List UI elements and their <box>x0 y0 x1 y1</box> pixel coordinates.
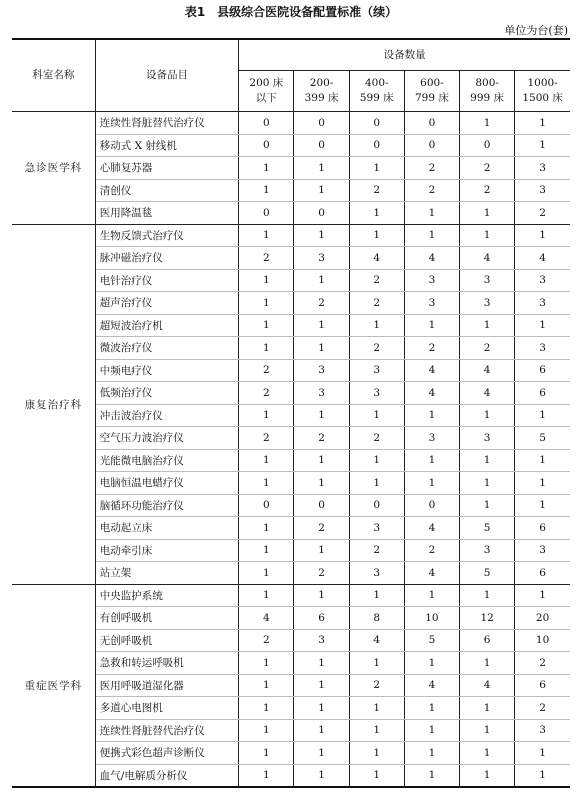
table-row <box>12 382 570 405</box>
quantity-cell: 1 <box>404 764 459 787</box>
quantity-cell: 1 <box>239 472 294 495</box>
quantity-cell: 6 <box>460 629 515 652</box>
quantity-cell: 0 <box>294 134 349 157</box>
quantity-cell: 5 <box>404 629 459 652</box>
bed-size-header: 400- 599 床 <box>349 71 404 112</box>
table-row <box>12 292 570 315</box>
equipment-name: 清创仪 <box>95 179 239 202</box>
item-header: 设备品目 <box>95 39 239 112</box>
quantity-cell: 6 <box>515 517 570 540</box>
table-row <box>12 157 570 180</box>
quantity-cell: 1 <box>239 719 294 742</box>
quantity-cell: 4 <box>460 359 515 382</box>
quantity-cell: 3 <box>460 292 515 315</box>
quantity-cell: 1 <box>239 314 294 337</box>
equipment-name: 脑循环功能治疗仪 <box>95 494 239 517</box>
quantity-cell: 1 <box>515 472 570 495</box>
quantity-cell: 2 <box>460 337 515 360</box>
quantity-cell: 1 <box>404 742 459 765</box>
equipment-name: 电动起立床 <box>95 517 239 540</box>
quantity-cell: 1 <box>294 179 349 202</box>
quantity-cell: 1 <box>460 404 515 427</box>
department-name: 重症医学科 <box>12 584 95 787</box>
quantity-cell: 1 <box>294 719 349 742</box>
quantity-cell: 1 <box>239 674 294 697</box>
table-title: 表1 县级综合医院设备配置标准（续） <box>184 5 398 19</box>
quantity-cell: 1 <box>239 742 294 765</box>
quantity-cell: 0 <box>460 134 515 157</box>
quantity-cell: 4 <box>460 674 515 697</box>
department-header: 科室名称 <box>12 39 95 112</box>
equipment-name: 移动式 X 射线机 <box>95 134 239 157</box>
quantity-cell: 6 <box>515 359 570 382</box>
quantity-cell: 3 <box>294 382 349 405</box>
equipment-name: 站立架 <box>95 562 239 585</box>
quantity-cell: 4 <box>349 247 404 270</box>
quantity-cell: 3 <box>349 562 404 585</box>
table-row <box>12 404 570 427</box>
quantity-cell: 1 <box>239 652 294 675</box>
quantity-cell: 3 <box>349 382 404 405</box>
equipment-name: 低频治疗仪 <box>95 382 239 405</box>
quantity-cell: 3 <box>349 359 404 382</box>
quantity-cell: 1 <box>460 449 515 472</box>
quantity-cell: 4 <box>460 382 515 405</box>
quantity-cell: 3 <box>404 427 459 450</box>
quantity-cell: 4 <box>404 562 459 585</box>
equipment-name: 超声治疗仪 <box>95 292 239 315</box>
quantity-cell: 3 <box>515 292 570 315</box>
quantity-cell: 1 <box>349 449 404 472</box>
quantity-cell: 2 <box>294 427 349 450</box>
quantity-cell: 2 <box>349 674 404 697</box>
quantity-cell: 5 <box>460 517 515 540</box>
quantity-cell: 2 <box>239 427 294 450</box>
quantity-cell: 2 <box>460 179 515 202</box>
quantity-cell: 2 <box>349 292 404 315</box>
quantity-cell: 1 <box>294 269 349 292</box>
quantity-cell: 4 <box>349 629 404 652</box>
table-row <box>12 629 570 652</box>
quantity-cell: 1 <box>349 697 404 720</box>
quantity-cell: 3 <box>460 269 515 292</box>
quantity-cell: 0 <box>349 134 404 157</box>
quantity-cell: 1 <box>294 697 349 720</box>
bed-size-header: 800- 999 床 <box>460 71 515 112</box>
equipment-name: 心肺复苏器 <box>95 157 239 180</box>
table-row <box>12 427 570 450</box>
quantity-cell: 2 <box>349 179 404 202</box>
quantity-cell: 1 <box>294 157 349 180</box>
quantity-cell: 1 <box>515 112 570 135</box>
table-row <box>12 112 570 135</box>
bed-size-header: 1000- 1500 床 <box>522 77 563 104</box>
quantity-cell: 1 <box>515 134 570 157</box>
quantity-cell: 1 <box>294 337 349 360</box>
quantity-cell: 2 <box>404 179 459 202</box>
quantity-cell: 0 <box>404 112 459 135</box>
quantity-cell: 1 <box>294 539 349 562</box>
quantity-cell: 1 <box>515 584 570 607</box>
table-row <box>12 494 570 517</box>
quantity-cell: 3 <box>294 359 349 382</box>
quantity-cell: 1 <box>239 269 294 292</box>
table-row <box>12 764 570 787</box>
table-row <box>12 697 570 720</box>
quantity-cell: 3 <box>515 179 570 202</box>
quantity-cell: 3 <box>404 292 459 315</box>
department-name: 急诊医学科 <box>12 112 95 225</box>
quantity-cell: 2 <box>515 652 570 675</box>
quantity-cell: 20 <box>515 607 570 630</box>
equipment-name: 连续性肾脏替代治疗仪 <box>95 112 239 135</box>
quantity-cell: 10 <box>515 629 570 652</box>
table-row <box>12 607 570 630</box>
quantity-cell: 1 <box>460 719 515 742</box>
quantity-cell: 1 <box>460 112 515 135</box>
table-row <box>12 584 570 607</box>
equipment-name: 医用呼吸道湿化器 <box>95 674 239 697</box>
equipment-name: 生物反馈式治疗仪 <box>95 224 239 247</box>
table-row <box>12 134 570 157</box>
quantity-cell: 1 <box>239 584 294 607</box>
quantity-cell: 3 <box>460 539 515 562</box>
quantity-cell: 1 <box>460 764 515 787</box>
quantity-cell: 1 <box>239 697 294 720</box>
quantity-cell: 1 <box>239 562 294 585</box>
quantity-cell: 1 <box>515 449 570 472</box>
quantity-cell: 4 <box>515 247 570 270</box>
equipment-name: 空气压力波治疗仪 <box>95 427 239 450</box>
quantity-cell: 1 <box>460 697 515 720</box>
quantity-cell: 0 <box>349 494 404 517</box>
quantity-cell: 5 <box>515 427 570 450</box>
table-row <box>12 449 570 472</box>
equipment-name: 冲击波治疗仪 <box>95 404 239 427</box>
quantity-cell: 1 <box>460 472 515 495</box>
quantity-cell: 0 <box>404 134 459 157</box>
quantity-cell: 1 <box>404 719 459 742</box>
quantity-cell: 1 <box>460 224 515 247</box>
quantity-cell: 2 <box>515 202 570 225</box>
quantity-cell: 2 <box>349 427 404 450</box>
quantity-cell: 1 <box>404 652 459 675</box>
quantity-cell: 3 <box>349 517 404 540</box>
quantity-cell: 0 <box>294 112 349 135</box>
quantity-cell: 2 <box>349 337 404 360</box>
quantity-cell: 1 <box>239 449 294 472</box>
equipment-name: 有创呼吸机 <box>95 607 239 630</box>
quantity-cell: 6 <box>294 607 349 630</box>
quantity-cell: 2 <box>294 517 349 540</box>
quantity-cell: 0 <box>239 112 294 135</box>
quantity-cell: 1 <box>294 404 349 427</box>
quantity-cell: 1 <box>239 764 294 787</box>
table-row <box>12 539 570 562</box>
quantity-cell: 3 <box>515 539 570 562</box>
quantity-cell: 1 <box>349 404 404 427</box>
quantity-cell: 3 <box>515 719 570 742</box>
quantity-cell: 1 <box>239 224 294 247</box>
table-row <box>12 314 570 337</box>
table-row <box>12 269 570 292</box>
quantity-cell: 1 <box>349 719 404 742</box>
quantity-cell: 1 <box>460 314 515 337</box>
quantity-cell: 1 <box>515 494 570 517</box>
table-row <box>12 652 570 675</box>
quantity-cell: 2 <box>404 337 459 360</box>
equipment-name: 中央监护系统 <box>95 584 239 607</box>
quantity-cell: 1 <box>404 202 459 225</box>
quantity-cell: 1 <box>404 404 459 427</box>
quantity-cell: 1 <box>294 584 349 607</box>
equipment-name: 急救和转运呼吸机 <box>95 652 239 675</box>
quantity-cell: 1 <box>515 404 570 427</box>
quantity-cell: 2 <box>239 359 294 382</box>
quantity-cell: 2 <box>294 562 349 585</box>
bed-size-header: 200- 399 床 <box>294 71 349 112</box>
quantity-cell: 1 <box>239 157 294 180</box>
equipment-name: 医用降温毯 <box>95 202 239 225</box>
equipment-name: 脉冲磁治疗仪 <box>95 247 239 270</box>
quantity-cell: 4 <box>404 359 459 382</box>
quantity-cell: 3 <box>460 427 515 450</box>
equipment-name: 电针治疗仪 <box>95 269 239 292</box>
quantity-header: 设备数量 <box>239 39 570 71</box>
quantity-cell: 6 <box>515 382 570 405</box>
equipment-name: 超短波治疗机 <box>95 314 239 337</box>
quantity-cell: 1 <box>515 314 570 337</box>
quantity-cell: 3 <box>515 157 570 180</box>
quantity-cell: 4 <box>404 247 459 270</box>
quantity-cell: 1 <box>294 224 349 247</box>
quantity-cell: 1 <box>294 449 349 472</box>
equipment-name: 电动牵引床 <box>95 539 239 562</box>
equipment-name: 血气/电解质分析仪 <box>95 764 239 787</box>
quantity-cell: 1 <box>515 224 570 247</box>
quantity-cell: 1 <box>349 652 404 675</box>
quantity-cell: 1 <box>460 652 515 675</box>
table-row <box>12 179 570 202</box>
quantity-cell: 2 <box>294 292 349 315</box>
quantity-cell: 1 <box>404 314 459 337</box>
quantity-cell: 3 <box>515 337 570 360</box>
quantity-cell: 2 <box>239 247 294 270</box>
quantity-cell: 2 <box>460 157 515 180</box>
table-row <box>12 472 570 495</box>
quantity-cell: 1 <box>404 472 459 495</box>
quantity-cell: 1 <box>294 742 349 765</box>
quantity-cell: 1 <box>460 742 515 765</box>
quantity-cell: 1 <box>349 224 404 247</box>
quantity-cell: 2 <box>515 697 570 720</box>
table-header <box>12 39 570 112</box>
quantity-cell: 2 <box>349 539 404 562</box>
quantity-cell: 2 <box>239 629 294 652</box>
equipment-name: 无创呼吸机 <box>95 629 239 652</box>
quantity-cell: 6 <box>515 674 570 697</box>
quantity-cell: 1 <box>460 494 515 517</box>
quantity-cell: 1 <box>294 472 349 495</box>
quantity-cell: 1 <box>349 764 404 787</box>
quantity-cell: 1 <box>349 157 404 180</box>
unit-label: 单位为台(套) <box>504 24 568 37</box>
quantity-cell: 0 <box>404 494 459 517</box>
quantity-cell: 4 <box>460 247 515 270</box>
quantity-cell: 3 <box>515 269 570 292</box>
table-row <box>12 359 570 382</box>
quantity-cell: 1 <box>404 449 459 472</box>
quantity-cell: 5 <box>460 562 515 585</box>
equipment-name: 多道心电图机 <box>95 697 239 720</box>
equipment-name: 连续性肾脏替代治疗仪 <box>95 719 239 742</box>
table-row <box>12 517 570 540</box>
table-body <box>12 112 570 788</box>
table-row <box>12 224 570 247</box>
quantity-cell: 3 <box>294 247 349 270</box>
quantity-cell: 1 <box>404 584 459 607</box>
quantity-cell: 1 <box>239 179 294 202</box>
quantity-cell: 2 <box>404 157 459 180</box>
quantity-cell: 4 <box>404 382 459 405</box>
bed-size-header: 600- 799 床 <box>404 71 459 112</box>
quantity-cell: 1 <box>239 292 294 315</box>
quantity-cell: 0 <box>349 112 404 135</box>
quantity-cell: 1 <box>404 224 459 247</box>
equipment-name: 中频电疗仪 <box>95 359 239 382</box>
quantity-cell: 1 <box>460 202 515 225</box>
quantity-cell: 1 <box>515 742 570 765</box>
quantity-cell: 8 <box>349 607 404 630</box>
table-row <box>12 719 570 742</box>
table-row <box>12 742 570 765</box>
quantity-cell: 1 <box>515 764 570 787</box>
quantity-cell: 10 <box>404 607 459 630</box>
quantity-cell: 1 <box>349 202 404 225</box>
quantity-cell: 0 <box>239 134 294 157</box>
quantity-cell: 2 <box>349 269 404 292</box>
quantity-cell: 1 <box>239 337 294 360</box>
bed-size-header: 200 床 以下 <box>239 71 294 112</box>
quantity-cell: 4 <box>239 607 294 630</box>
quantity-cell: 0 <box>294 202 349 225</box>
quantity-cell: 1 <box>349 742 404 765</box>
equipment-table <box>12 38 570 788</box>
equipment-name: 电脑恒温电蜡疗仪 <box>95 472 239 495</box>
quantity-cell: 1 <box>404 697 459 720</box>
equipment-name: 光能微电脑治疗仪 <box>95 449 239 472</box>
quantity-cell: 4 <box>404 674 459 697</box>
table-row <box>12 202 570 225</box>
quantity-cell: 1 <box>294 314 349 337</box>
quantity-cell: 1 <box>349 472 404 495</box>
quantity-cell: 1 <box>294 674 349 697</box>
quantity-cell: 12 <box>460 607 515 630</box>
quantity-cell: 4 <box>404 517 459 540</box>
quantity-cell: 1 <box>294 652 349 675</box>
quantity-cell: 2 <box>239 382 294 405</box>
quantity-cell: 1 <box>239 517 294 540</box>
quantity-cell: 1 <box>294 764 349 787</box>
table-row <box>12 247 570 270</box>
quantity-cell: 1 <box>239 404 294 427</box>
quantity-cell: 0 <box>239 494 294 517</box>
quantity-cell: 6 <box>515 562 570 585</box>
quantity-cell: 1 <box>349 584 404 607</box>
equipment-name: 微波治疗仪 <box>95 337 239 360</box>
quantity-cell: 1 <box>239 539 294 562</box>
table-row <box>12 674 570 697</box>
quantity-cell: 3 <box>294 629 349 652</box>
quantity-cell: 1 <box>349 314 404 337</box>
quantity-cell: 1 <box>460 584 515 607</box>
department-name: 康复治疗科 <box>12 224 95 584</box>
equipment-name: 便携式彩色超声诊断仪 <box>95 742 239 765</box>
table-row <box>12 562 570 585</box>
table-row <box>12 337 570 360</box>
quantity-cell: 3 <box>404 269 459 292</box>
quantity-cell: 0 <box>294 494 349 517</box>
quantity-cell: 0 <box>239 202 294 225</box>
quantity-cell: 2 <box>404 539 459 562</box>
